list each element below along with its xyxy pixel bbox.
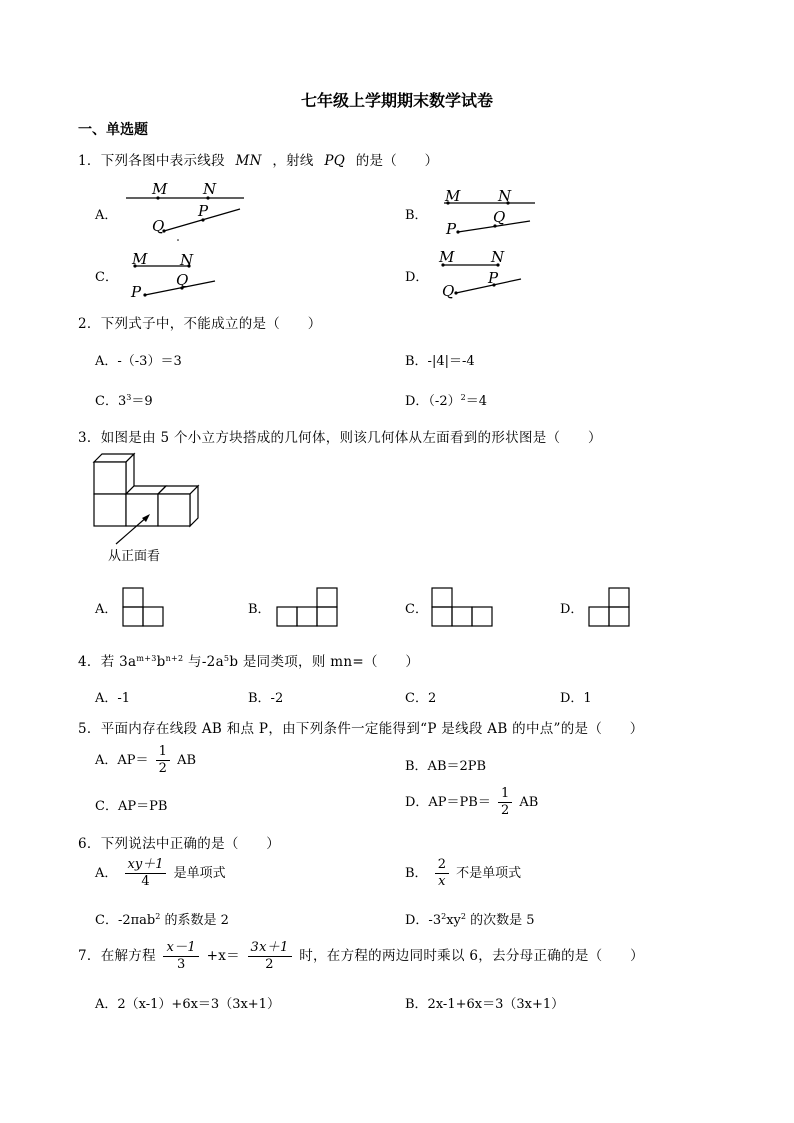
q1a-label-q: Q (152, 217, 165, 235)
q5-option-c[interactable]: C．AP＝PB (95, 799, 168, 814)
q5d-fraction (498, 786, 512, 819)
q6a-fraction (125, 857, 167, 890)
q1-suffix: 的是（ ） (355, 153, 439, 169)
q6a-den: 4 (141, 874, 150, 889)
q6a-post: 是单项式 (173, 866, 226, 881)
q1b-label-p: P (446, 220, 457, 238)
q2c-post: ＝9 (131, 394, 153, 409)
q6-option-a[interactable] (95, 857, 226, 890)
question-5-stem: 5．平面内存在线段 AB 和点 P，由下列条件一定能得到“P 是线段 AB 的中点”的是（ ） (78, 721, 644, 737)
q1d-label-p: P (488, 269, 499, 287)
q1-option-c-figure (125, 247, 225, 302)
q6d-post: 的次数是 5 (465, 913, 535, 928)
question-6-stem: 6．下列说法中正确的是（ ） (78, 836, 281, 852)
q5a-fraction (156, 744, 170, 777)
q2c-sup: 3 (126, 393, 132, 402)
q2d-pre: D．（-2） (405, 394, 461, 409)
q4-post: b 是同类项，则 mn=（ ） (229, 654, 420, 670)
q6-option-c[interactable] (95, 909, 229, 928)
q1-option-b-label[interactable]: B． (405, 208, 428, 223)
q4-pre: 4．若 3a (78, 654, 137, 670)
q6a-label: A． (95, 866, 118, 881)
q6c-post: 的系数是 2 (160, 913, 229, 928)
q6d-sup1: 2 (441, 912, 447, 921)
q7-f2-den: 2 (265, 957, 274, 972)
q3-option-d-label[interactable]: D． (560, 602, 584, 617)
q2-option-d[interactable] (405, 390, 487, 409)
q2-option-b[interactable]: B．-|4|＝-4 (405, 354, 475, 369)
question-1-stem (78, 149, 439, 169)
q1-option-d-figure (436, 245, 536, 300)
q3-option-a-figure (122, 587, 167, 629)
q1-option-a-figure (120, 178, 250, 248)
question-3-stem: 3．如图是由 5 个小立方块搭成的几何体，则该几何体从左面看到的形状图是（ ） (78, 430, 602, 446)
q7-option-a[interactable]: A．2（x-1）+6x＝3（3x+1） (95, 997, 280, 1012)
q4-option-c[interactable]: C．2 (405, 691, 437, 706)
q5-option-a[interactable] (95, 744, 196, 777)
q1-middle: ，射线 (272, 153, 314, 169)
q6d-mid: xy (446, 913, 461, 928)
q4-mid2: 与-2a (183, 654, 224, 670)
q4-mid1: b (156, 654, 166, 670)
q1c-label-m: M (132, 250, 148, 268)
q3-view-label: 从正面看 (108, 549, 161, 564)
question-4-stem (78, 650, 419, 670)
q4-option-b[interactable]: B．-2 (248, 691, 284, 706)
q2d-sup: 2 (460, 393, 466, 402)
q7-f1-num: x－1 (163, 940, 199, 957)
q4-sup3: 5 (223, 654, 230, 663)
q5a-den: 2 (158, 761, 167, 776)
q1d-label-q: Q (442, 282, 455, 300)
q5-option-b[interactable]: B．AB＝2PB (405, 759, 487, 774)
q5a-num: 1 (156, 744, 170, 761)
q4-option-d[interactable]: D．1 (560, 691, 592, 706)
q7-pre: 7．在解方程 (78, 948, 156, 964)
q1-option-b-figure (440, 183, 540, 243)
q6b-num: 2 (435, 857, 449, 874)
q4-sup1: m+3 (136, 654, 157, 663)
q6c-sup: 2 (155, 912, 161, 921)
question-2-stem: 2．下列式子中，不能成立的是（ ） (78, 316, 322, 332)
q5a-pre: A．AP＝ (95, 753, 149, 768)
q1b-label-n: N (498, 187, 512, 205)
q1c-label-q: Q (176, 271, 189, 289)
q5-option-d[interactable] (405, 786, 538, 819)
section-heading: 一、单选题 (78, 122, 148, 138)
page-title: 七年级上学期期末数学试卷 (300, 91, 493, 110)
q1c-label-n: N (180, 251, 194, 269)
q5d-den: 2 (501, 803, 510, 818)
q1b-label-m: M (445, 187, 461, 205)
q1a-label-p: P (198, 202, 209, 220)
q3-view-arrow-icon (110, 510, 160, 550)
q1c-label-p: P (131, 283, 142, 301)
q1a-label-m: M (152, 180, 168, 198)
q7-fraction-1 (163, 940, 199, 973)
q4-option-a[interactable]: A．-1 (95, 691, 131, 706)
q2d-post: ＝4 (465, 394, 487, 409)
q6a-num: xy＋1 (125, 857, 167, 874)
q6d-sup2: 2 (460, 912, 466, 921)
q1d-label-m: M (439, 248, 455, 266)
q6-option-d[interactable] (405, 909, 535, 928)
q1-option-a-label[interactable]: A． (95, 208, 118, 223)
q7-fraction-2 (248, 940, 292, 973)
q3-option-b-figure (276, 587, 341, 629)
q1-prefix: 1．下列各图中表示线段 (78, 153, 225, 169)
q1-option-d-label[interactable]: D． (405, 270, 429, 285)
q7-f1-den: 3 (176, 957, 186, 972)
q7-mid: +x＝ (206, 948, 240, 964)
q3-option-a-label[interactable]: A． (95, 602, 118, 617)
q7-f2-num: 3x＋1 (248, 940, 292, 957)
q3-option-b-label[interactable]: B． (248, 602, 271, 617)
q5a-post: AB (177, 753, 197, 768)
q1d-label-n: N (491, 248, 505, 266)
q6-option-b[interactable] (405, 857, 521, 890)
q1a-label-n: N (203, 180, 217, 198)
q6b-post: 不是单项式 (456, 866, 522, 881)
q6d-pre: D．-3 (405, 913, 442, 928)
q1-segment-mn: MN (235, 153, 262, 169)
q3-option-c-figure (431, 587, 496, 629)
q2-option-a[interactable]: A．-（-3）＝3 (95, 354, 182, 369)
q7-post: 时，在方程的两边同时乘以 6，去分母正确的是（ ） (299, 948, 644, 964)
q5d-num: 1 (498, 786, 512, 803)
question-7-stem (78, 940, 644, 973)
q4-sup2: n+2 (165, 654, 184, 663)
q2c-pre: C．3 (95, 394, 127, 409)
q6b-den: x (438, 874, 446, 889)
q3-option-d-figure (588, 587, 633, 629)
q1-option-c-label[interactable]: C． (95, 270, 118, 285)
q2-option-c[interactable] (95, 390, 153, 409)
q3-option-c-label[interactable]: C． (405, 602, 428, 617)
q6b-fraction (435, 857, 449, 890)
q6b-label: B． (405, 866, 428, 881)
q1-ray-pq: PQ (324, 153, 346, 169)
q1b-label-q: Q (493, 208, 506, 226)
q5d-post: AB (519, 795, 539, 810)
q7-option-b[interactable]: B．2x-1+6x＝3（3x+1） (405, 997, 565, 1012)
q6c-pre: C．-2πab (95, 913, 156, 928)
q5d-pre: D．AP＝PB＝ (405, 795, 491, 810)
